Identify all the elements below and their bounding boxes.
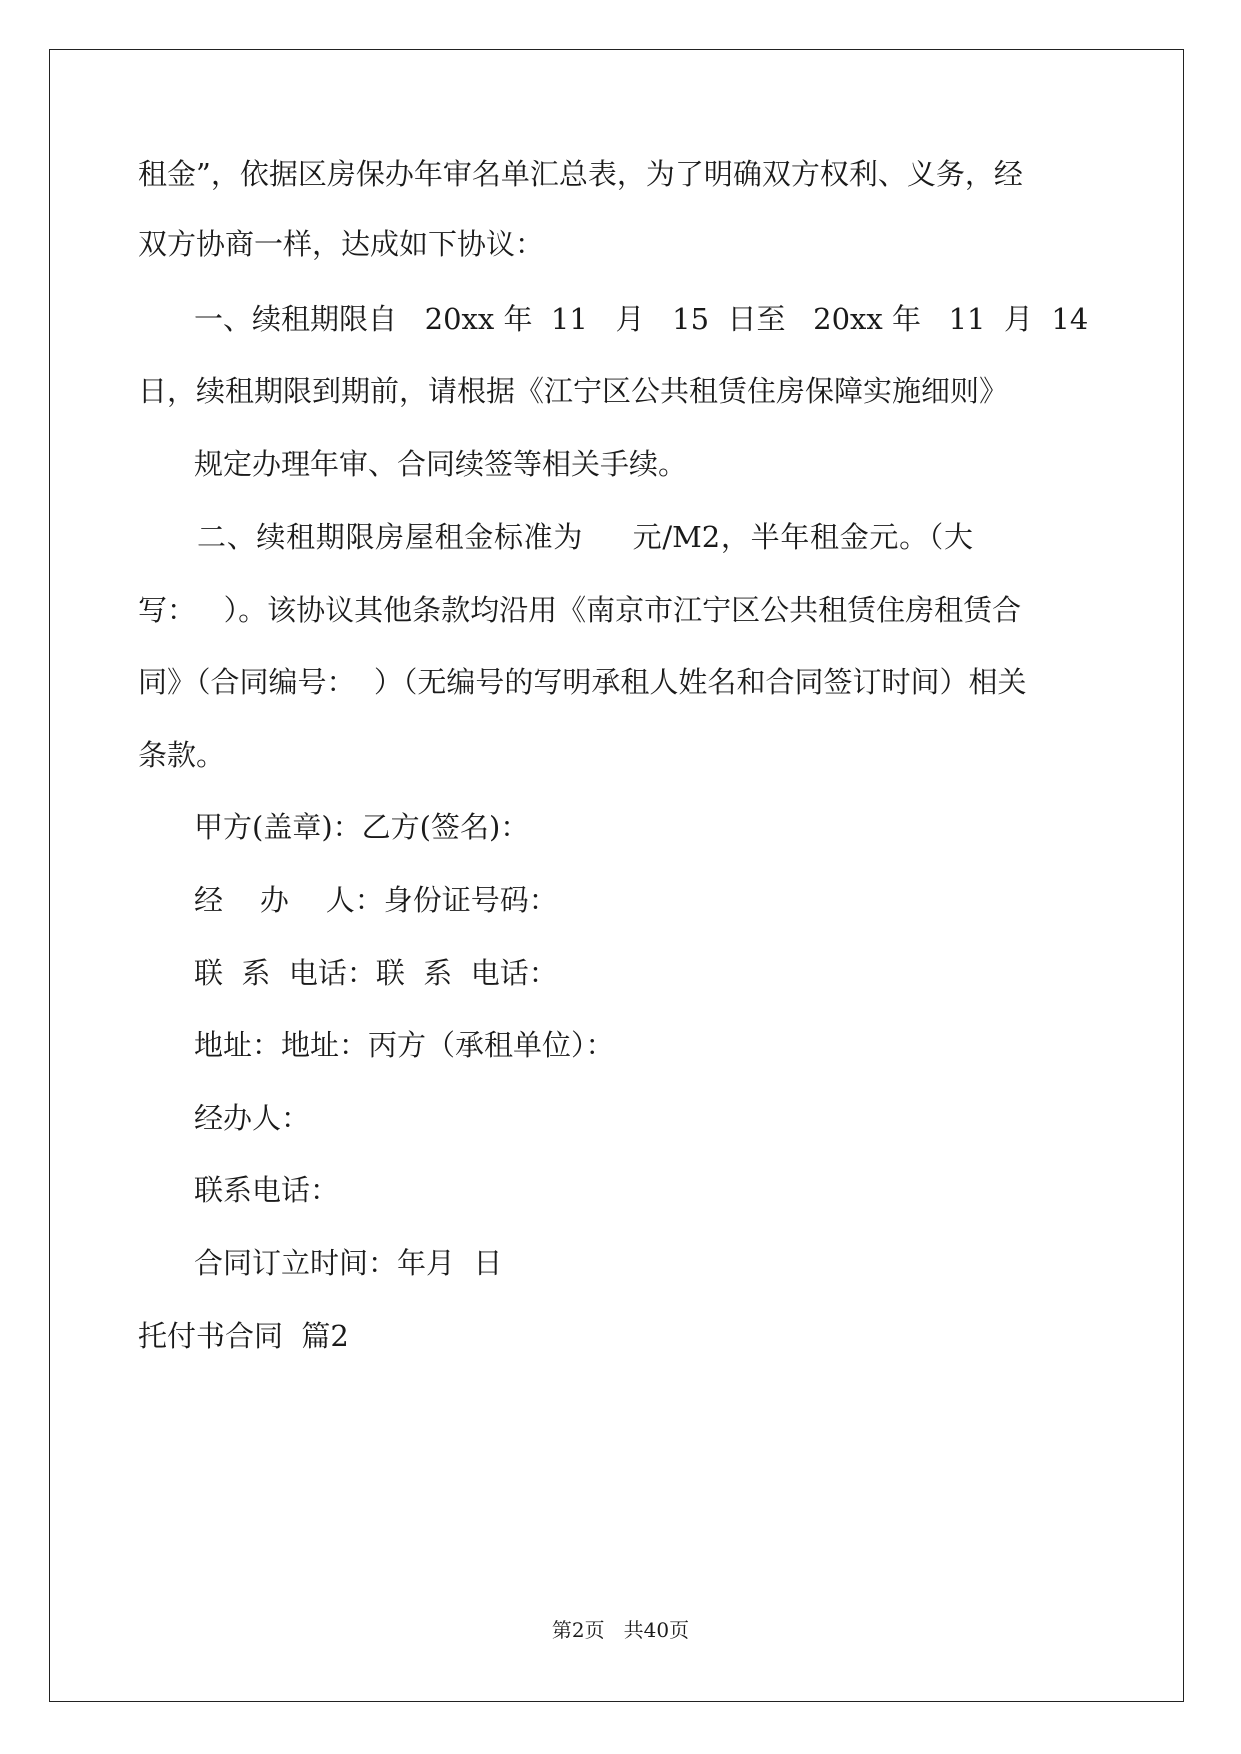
signature-line: 联系电话： [194,1173,340,1207]
page-footer [0,1617,1241,1643]
paragraph-line: 一、续租期限自 20xx 年 11 月 15 日至 20xx 年 11 月 14 [194,302,1089,336]
signature-line: 合同订立时间：年月 日 [194,1246,503,1280]
signature-line: 经 办 人：身份证号码： [194,883,558,917]
signature-line: 甲方(盖章)：乙方(签名)： [194,810,530,844]
paragraph-line: 日，续租期限到期前，请根据《江宁区公共租赁住房保障实施细则》 [138,374,1009,408]
paragraph-line: 租金”，依据区房保办年审名单汇总表，为了明确双方权利、义务，经 [138,157,1023,191]
section-heading: 托付书合同 篇2 [138,1319,349,1353]
paragraph-line: 规定办理年审、合同续签等相关手续。 [194,447,688,481]
signature-line: 地址：地址：丙方（承租单位）： [194,1028,615,1062]
paragraph-line: 写： ）。该协议其他条款均沿用《南京市江宁区公共租赁住房租赁合 [138,593,1022,627]
paragraph-line: 双方协商一样，达成如下协议： [138,227,545,261]
page-border [49,49,1184,1702]
page-number: 第2页 共40页 [551,1618,690,1642]
paragraph-line: 二、续租期限房屋租金标准为 元/M2，半年租金元。（大 [197,520,973,554]
paragraph-line: 同》（合同编号： ）（无编号的写明承租人姓名和合同签订时间）相关 [138,665,1027,699]
signature-line: 经办人： [194,1101,311,1135]
signature-line: 联 系 电话：联 系 电话： [194,956,558,990]
paragraph-line: 条款。 [138,738,226,772]
